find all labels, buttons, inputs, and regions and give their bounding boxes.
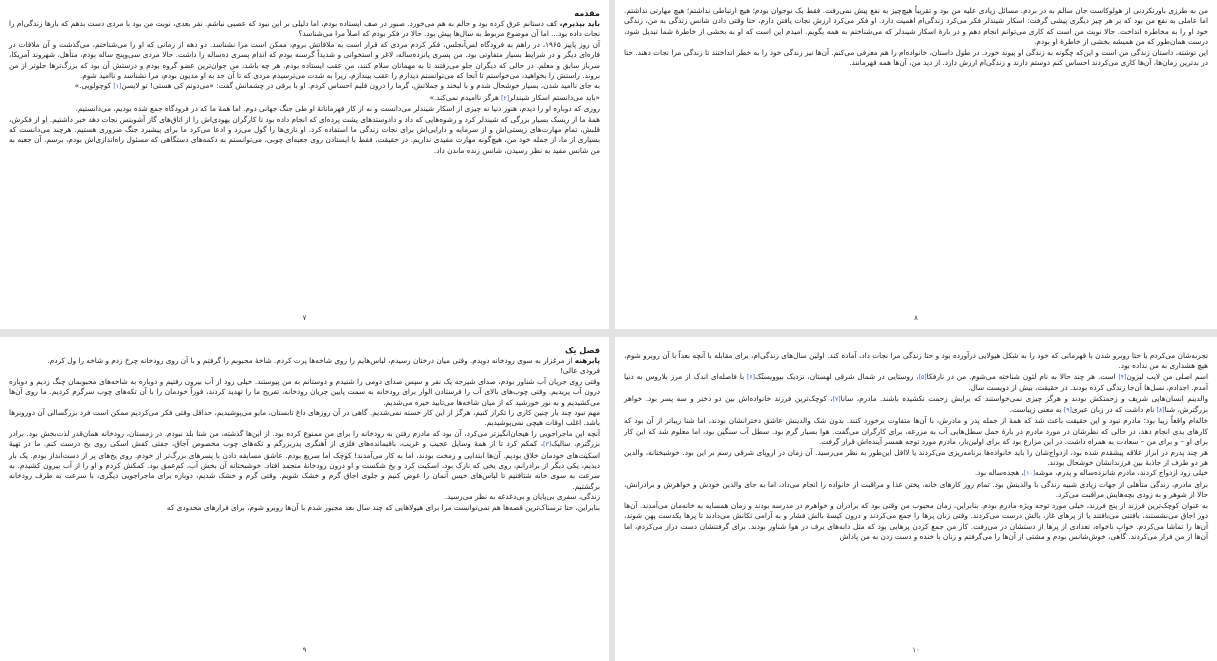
paragraph: والدینم انسان‌هایی شریف و زحمتکش بودند و هرگز چیزی نمی‌خواستند که برایش زحمت نکشیده باشند. مادرم، سانا[۷]، کوچک‌ترین فرزند خانواده‌اش بین دو دختر و سه پسر بود. خواهر بزرگترش، شنا[۸] نام داشت که در زبان عبری[۹] به معنی زیباست. <box>624 393 1209 415</box>
lead-text: پابرهنه <box>574 356 600 365</box>
paragraph: خیلی زود ازدواج کردند، مادرم شانزده‌ساله و پدرم، موشه[۱۰]، هجده‌ساله بود. <box>974 468 1208 478</box>
paragraph: هر چند پدرم در ابراز علاقه پیشقدم شده بود، ازدواج‌شان را باید خانواده‌ها برنامه‌ریزی می‌کردند یا لااقل این‌طور به نظر می‌رسید. آن زمان در اروپای شرقی رسم بر این بود. خوشبختانه، والدین هر دو طرف از جاذبهٔ بین فرزندانشان خوشحال بودند. <box>624 447 1208 468</box>
paragraph: آن روز پاییز ۱۹۶۵، در راهم به فرودگاه لس‌آنجلس، فکر کردم مردی که قرار است به ملاقاتش بروم، ممکن است مرا نشناسد. دو دهه از زمانی که او را می‌شناختم، می‌گذشت و آن ملاقات در قاره‌ای دیگر و در شرایط بسیار متفاوتی بود. من پسری پانزده‌ساله، لاغر و استخوانی و شدیداً گرسنه بودم که اندام پسری ده‌ساله را داشت. حالا مردی سی‌وپنج ساله بودم، متأهل، شهروند آمریکا، سرباز سابق و معلم. در حالی که دیگران جلو می‌رفتند تا به مهمانان سلام کنند، من عقب ایستاده بودم. هر چه باشد، من جوان‌ترین عضو گروه بودم و درستش آن بود که بزرگ‌ترها جلوتر از من بروند. راستش را بخواهید، می‌خواستم تا آنجا که می‌توانستم دیدارم را عقب بیندازم، زیرا به شدت می‌ترسیدم مردی که تا آن حد به او مدیون بودم، مرا نشناسد و ناامید شوم. <box>9 39 600 81</box>
paragraph: باید بپذیرم، کف دستانم عرق کرده بود و حالم به هم می‌خورد. صبور در صف ایستاده بودم، اما دلیلی بر این نبود که عصبی نباشم. نفر بعدی، نوبت من بود با مردی دست بدهم که بارها زندگی‌ام را نجات داده بود... اما آن موضوع مربوط به سال‌ها پیش بود. حالا در فکر بودم که اصلاً مرا می‌شناسد؟ <box>9 19 600 39</box>
footnote-link[interactable]: [۶] <box>747 373 755 381</box>
page-number: ۸ <box>914 314 918 322</box>
footnote-link[interactable]: [۹] <box>1063 407 1072 415</box>
paragraph: وقتی روی جریان آب شناور بودم، صدای شیرجه یک نفر و سپس صدای دومی را شنیدم و دوستانم به من پیوستند. خیلی زود از آب بیرون رفتیم و دوباره به شاخه‌های محبوبمان چنگ زدیم و دوباره درون آب پریدیم. وقتی چوب‌های بالای آب را فرستادن الوار برای رودخانه به سمت پایین جریان رودخانه، تفریح ما را تهدید کردند، فوراً خودمان را با آن تکه‌های چوب سرگرم کردیم. ما روی آن‌ها می‌کشیدیم و به نور خورشید که از میان شاخه‌ها می‌تابید خیره می‌شدیم. <box>9 376 600 407</box>
paragraph: این نوشته، داستان زندگی من است و این‌که چگونه به زندگی او پیوند خورد. در طول داستان، خانواده‌ام را هم معرفی می‌کنم. آن‌ها نیز زندگی خود را به خطر انداختند تا زندگی مرا نجات دهند. حتا در بدترین زمان‌ها، آن‌ها کاری می‌کردند احساس کنم دوستم دارند و زندگی‌ام ارزش دارد. از دید من، آن‌ها همه قهرمانند. <box>624 47 1208 68</box>
page-number: ۷ <box>302 314 307 322</box>
page-number: ۹ <box>302 646 307 654</box>
footnote-link[interactable]: [۲] <box>501 94 510 102</box>
page-9-content <box>9 345 600 513</box>
chapter-heading: فصل یک <box>564 345 600 355</box>
paragraph: اسم اصلی من لایب لیزون[۴] است. هر چند حالا به نام لئون شناخته می‌شوم. من در نارفکا[۵]، روستایی در شمال شرقی لهستان، نزدیک بیوویستُک[۶] با فاصله‌ای اندک از مرز بلاروس به دنیا آمدم. اجدادم، نسل‌ها آن‌جا زندگی کرده بودند. در حقیقت، بیش از دویست سال. <box>624 371 1208 393</box>
paragraph: بنابراین، حتا ترسناک‌ترین قصه‌ها هم نمی‌توانست مرا برای هیولاهایی که چند سال بعد مجبور شدم با آن‌ها روبرو شوم، برای فرارهای محدودی که <box>166 502 600 512</box>
section-heading: مقدمه <box>574 8 600 18</box>
paragraph: به جای ناامید شدن، بسیار خوشحال شدم و با لبخند و جملاتش، گرما را درون قلبم احساس کردم. او با برقی در چشمانش گفت: «می‌دونم کی هستی! تو لایسن[۱] کوچولویی.» <box>74 81 600 91</box>
page-7 <box>0 0 609 329</box>
footnote-link[interactable]: [۱] <box>113 83 122 91</box>
paragraph: روزی که دوباره او را دیدم، هنوز دنیا نه چیزی از اسکار شیندلر می‌دانست و نه از کار قهرمانانهٔ او طی جنگ جهانی دوم. اما همهٔ ما که در فرودگاه جمع شده بودیم، می‌دانستیم. <box>75 104 600 114</box>
footnote-link[interactable]: [۵] <box>918 373 927 381</box>
page-8-content <box>624 6 1208 68</box>
paragraph: زندگی، سفری بی‌پایان و بی‌دغدغه به نظر می‌رسید. <box>444 492 600 502</box>
page-number: ۱۰ <box>912 646 920 654</box>
paragraph: به عنوان کوچک‌ترین فرزند از پنج فرزند، خیلی مورد توجه ویژه مادرم بودم. بنابراین، زمان محبوب من وقتی بود که برادران و خواهرم در مدرسه بودند و زمان همسایه به خانه‌مان می‌آمدند. آن‌ها دور اجاق می‌نشستند، بافتنی می‌بافتند یا از پرهای غاز، بالش درست می‌کردند. وقتی زنان پرها را جمع می‌کردند و درون کیسهٔ بالش فشار و به آرامی تکانش می‌دادند تا پرها یکدست پهن شوند، آن‌ها را تماشا می‌کردم. خوابِ ناخواه، تعدادی از پرها از دستشان در می‌رفت. کار من جمع کردن پرهایی بود که مثل دانه‌های برف در هوا شناور بودند. برای گرفتنشان دست دراز می‌کردم، اما آن‌ها از من فرار می‌کردند. گاهی، خوش‌شانس بودم و مشتی از آن‌ها را می‌گرفتم و زنان با خنده و دست زدن به من پاداش <box>624 500 1208 541</box>
page-9 <box>0 337 609 661</box>
footnote-link[interactable]: [۴] <box>1118 373 1127 381</box>
paragraph: همهٔ ما از ریسک بسیار بزرگی که شیندلر کرد و رشوه‌هایی که داد و داد‌وستدهای پشت پرده‌ای که انجام داده بود تا کارگران یهودی‌اش را از اتاق‌های گاز آشویتس نجات دهد خبر داشتیم. او از فکرش، قلبش، تمام مهارت‌های زیستی‌اش و از سرمایه و دارایی‌اش برای نجات زندگی ما استفاده کرد. او نازی‌ها را گول می‌زد و ادعا می‌کرد ما برای پیشبرد جنگ ضروری هستیم. هرچند می‌دانست که بسیاری از ما، از جمله خود من، هیچ‌گونه مهارت مفیدی نداریم. در حقیقت، فقط با ایستادن روی جعبه‌ای چوبی، می‌توانستم به دکمه‌های دستگاهی که مسئول راه‌اندازی‌اش بودم، برسم. آن جعبه به من شانس مفید به نظر رسیدن، شانس زنده ماندن داد. <box>9 114 600 155</box>
page-10 <box>615 337 1217 661</box>
footnote-link[interactable]: [۷] <box>832 395 841 403</box>
page-8 <box>615 0 1217 329</box>
lead-text: باید بپذیرم، <box>559 19 600 28</box>
paragraph: پابرهنه از مرغزار به سوی رودخانه دویدم. وقتی میان درختان رسیدم، لباس‌هایم را روی شاخه‌ها پرت کردم. شاخهٔ محبوبم را گرفتم و با آن روی رودخانه چرخ زدم و شاخه را ول کردم. <box>47 356 600 365</box>
page-10-content <box>624 351 1208 542</box>
paragraph: برای مادرم، زندگی متأهلی از جهات زیادی شبیه زندگی با والدینش بود. تمام روز کارهای خانه، پختن غذا و مراقبت از خانواده را انجام می‌داد، اما به جای والدین خودش و خواهرش و برادرانش، حالا از شوهر و به زودی بچه‌هایش مراقبت می‌کرد. <box>624 479 1208 500</box>
footnote-link[interactable]: [۳] <box>543 441 552 449</box>
paragraph: «باید می‌دانستم اسکار شیندلر[۲] هرگز ناامیدم نمی‌کند.» <box>429 92 600 102</box>
footnote-link[interactable]: [۸] <box>1156 407 1165 415</box>
paragraph: فرودی عالی! <box>559 366 600 376</box>
paragraph: تجربه‌شان می‌کردم یا حتا روبرو شدن با قهرمانی که خود را به شکل هیولایی درآورده بود و حتا زندگی مرا نجات داد، آماده کند. اولین سال‌های زندگی‌ام، برای مقابله با آنچه بعداً با آن روبرو شوم، هیچ هشداری به من نداده بود. <box>624 351 1208 371</box>
paragraph: خاله‌ام واقعاً زیبا بود؛ مادرم نبود و این حقیقت باعث شد که همهٔ از جمله پدر و مادرش، با آن‌ها متفاوت برخورد کنند. بدون شک والدینش عاشق دخترانشان بودند، اما شنا زیباتر از آن بود که کارهای یدی انجام دهد، در حالی که نظرشان در مورد مادرم در بارهٔ حمل سطل‌هایی آب به مزرعه، برای کارگران می‌گفت. هوا بسیار گرم بود. سطل آب سنگین بود، اما معلوم شد که این کار برای او – و برای من – سعادت به همراه داشت. در این مزارع بود که برای اولین‌بار، مادرم مورد توجه همسر آینده‌اش قرار گرفت. <box>624 416 1208 447</box>
footnote-link[interactable]: [۱۰] <box>1023 470 1036 478</box>
paragraph: من به طرزی باورنکردنی از هولوکاست جان سالم به در بردم. مسائل زیادی علیه من بود و تقریباً هیچ‌چیز به نفع پیش نمی‌رفت. فقط یک نوجوان بودم؛ هیچ ارتباطی نداشتم؛ هیچ مهارتی نداشتم. اما عاملی به نفع من بود که بر هر چیز دیگری پیشی گرفت: اسکار شیندلر فکر می‌کرد زندگی‌ام اهمیت دارد. او فکر می‌کرد ارزش نجات یافتن دارم، حتا وقتی دادن شانس زندگی به من، زندگی خود او را به مخاطره انداخت. حالا نوبت من است که کاری می‌توانم انجام دهم و در بارهٔ اسکار شیندلر که می‌شناختم به همه بگویم. امیدم این است که او به بخشی از خاطرهٔ شما تبدیل شود، درست همان‌طور که من همیشه بخشی از خاطرهٔ او بودم. <box>624 6 1208 47</box>
page-7-content <box>9 8 600 156</box>
paragraph: آنچه این ماجراجویی را هیجان‌انگیزتر می‌کرد، آن بود که مادرم رفتن به رودخانه را برای من ممنوع کرده بود. از این‌ها گذشته، من شنا بلد نبودم. در زمستان، رودخانه همان‌قدر لذت‌بخش بود. برادر بزرگترم، سالیک[۳]، کمکم کرد تا از همهٔ وسایل عجیب و غریب، باقیمانده‌های فلزی از آهنگری پدربزرگم و تکه‌های چوب مخصوص آجاق، جفتی کفش اسکی روی یخ درست کنم. ما در تهیهٔ اسکیت‌های خودمان خلاق بودیم. آن‌ها ابتدایی و زمخت بودند، اما به کار می‌آمدند! کوچک اما سریع بودم. عاشق مسابقه دادن با پسرهای بزرگ‌تر از خودم. روی یخ‌های پر از دست‌انداز بودم. یک بار دیدیم، یکی دیگر از برادرانم، روی یخی که نازک بود، اسکیت کرد و یخ شکست و او درون رودخانهٔ منجمد افتاد. خوشبختانه آن بخش آب، کم‌عمق بود. کمکش کردم و او را از آب بیرون کشیدم. به سرعت به سوی خانه شتافتیم تا لباس‌های خیس آنمان را عوض کنیم و جلوی اجاق گرم و خشک شویم. وقتی گرم و خشک شدیم، دوباره برای ماجراجویی دیگری، با سرعت به طرف رودخانه برگشتیم. <box>9 428 600 491</box>
paragraph: مهم نبود چند بار چنین کاری را تکرار کنیم، هرگز از این کار خسته نمی‌شدیم. گاهی در آن روزهای داغ تابستان، مایو می‌پوشیدیم، حداقل وقتی فکر می‌کردیم ممکن است فرد بزرگسالی آن دوروبرها باشد. اغلب اوقات هیچی نمی‌پوشیدیم. <box>9 408 600 428</box>
